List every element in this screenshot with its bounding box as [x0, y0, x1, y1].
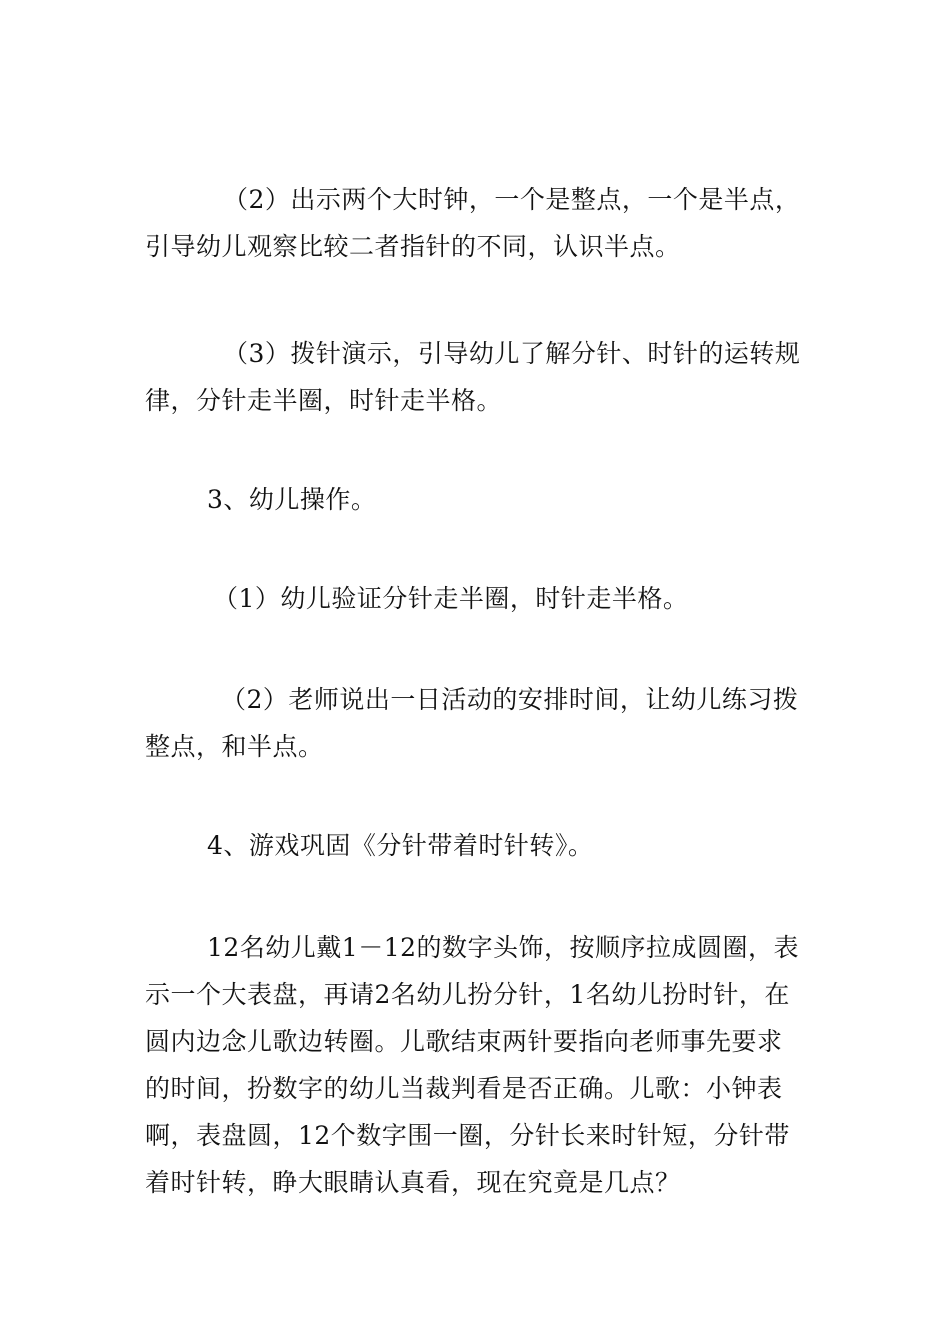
paragraph-teacher-schedule: [145, 676, 810, 770]
paragraph-game-description: [145, 924, 810, 1206]
paragraph-show-two-clocks: [145, 176, 810, 270]
paragraph-line: （1）幼儿验证分针走半圈，时针走半格。: [213, 584, 689, 613]
paragraph-line: （2）出示两个大时钟，一个是整点，一个是半点，: [223, 185, 801, 214]
paragraph-hand-demo: [145, 330, 810, 424]
paragraph-line: 律，分针走半圈，时针走半格。: [145, 386, 503, 415]
paragraph-line: 3、幼儿操作。: [207, 485, 377, 514]
paragraph-line: 的时间，扮数字的幼儿当裁判看是否正确。儿歌：小钟表: [145, 1074, 783, 1103]
paragraph-line: （3）拨针演示，引导幼儿了解分针、时针的运转规: [223, 339, 801, 368]
paragraph-line: 圆内边念儿歌边转圈。儿歌结束两针要指向老师事先要求: [145, 1027, 783, 1056]
paragraph-line: 整点，和半点。: [145, 732, 324, 761]
paragraph-line: 示一个大表盘，再请2名幼儿扮分针，1名幼儿扮时针，在: [145, 980, 790, 1009]
paragraph-line: 4、游戏巩固《分针带着时针转》。: [207, 831, 594, 860]
section-heading-game: [145, 822, 810, 869]
paragraph-line: 引导幼儿观察比较二者指针的不同，认识半点。: [145, 232, 681, 261]
paragraph-line: 着时针转，睁大眼睛认真看，现在究竟是几点？: [145, 1168, 681, 1197]
paragraph-verify-hands: [145, 575, 810, 622]
paragraph-line: 12名幼儿戴1－12的数字头饰，按顺序拉成圆圈，表: [207, 933, 800, 962]
section-heading-child-operation: [145, 476, 810, 523]
paragraph-line: 啊，表盘圆，12个数字围一圈，分针长来时针短，分针带: [145, 1121, 790, 1150]
paragraph-line: （2）老师说出一日活动的安排时间，让幼儿练习拨: [221, 685, 799, 714]
